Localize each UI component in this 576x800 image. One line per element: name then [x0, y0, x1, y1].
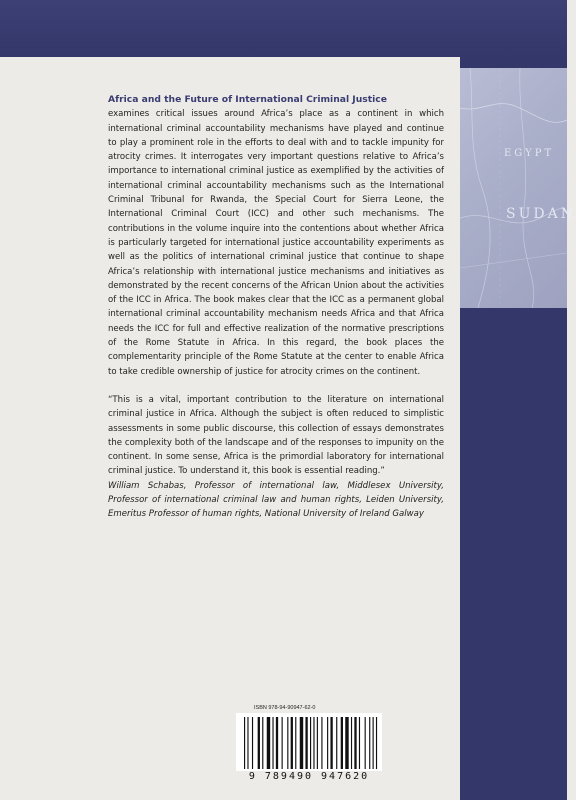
map-illustration: [460, 68, 576, 308]
map-label-egypt: EGYPT: [504, 148, 555, 159]
book-title: Africa and the Future of International Criminal Justice: [108, 94, 387, 105]
barcode-bars: [236, 713, 382, 771]
endorsement-quote: “This is a vital, important contribution to the literature on international criminal justice in Africa. Although the subject is often reduced to simplistic assessments in some public discourse, this collection of essays demonstrates the complexity both of the landscape and of the responses to impunity on the continent. In some sense, Africa is the primordial laboratory for international criminal justice. To understand it, this book is essential reading.”: [108, 394, 444, 477]
barcode-block: [230, 705, 384, 787]
map-lines-graphic: [460, 68, 567, 308]
barcode-box: [236, 713, 382, 771]
barcode-number: 9 789490 947620: [248, 771, 370, 782]
isbn-label: ISBN 978-94-90947-62-0: [254, 705, 316, 711]
top-cover-band: [0, 0, 567, 57]
map-label-sudan: SUDAN: [506, 206, 576, 222]
description-paragraph: [108, 93, 444, 379]
endorsement-attribution: William Schabas, Professor of international law, Middlesex University, Professor of international criminal law and human rights, Leiden University, Emeritus Professor of human rights, National University of Ireland Galway: [108, 480, 444, 520]
back-cover-text: [108, 93, 444, 522]
book-description: examines critical issues around Africa’s place as a continent in which international criminal accountability mechanisms have played and continue to play a prominent role in the efforts to deal with and to tackle impunity for atrocity crimes. It interrogates very important questions relative to Africa’s importance to international criminal justice as exemplified by the activities of international criminal accountability mechanisms such as the International Criminal Tribunal for Rwanda, the Special Court for Sierra Leone, the International Criminal Court (ICC) and other such mechanisms. The contributions in the volume inquire into the contentions about whether Africa is particularly targeted for international justice accountability experiments as well as the politics of international criminal justice that continue to shape Africa’s relationship with international justice mechanisms and initiatives as demonstrated by the recent concerns of the African Union about the activities of the ICC in Africa. The book makes clear that the ICC as a permanent global international criminal accountability mechanism needs Africa and that Africa needs the ICC for full and effective realization of the normative prescriptions of the Rome Statute in Africa. In this regard, the book places the complementarity principle of the Rome Statute at the center to enable Africa to take credible ownership of justice for atrocity crimes on the continent.: [108, 109, 444, 377]
